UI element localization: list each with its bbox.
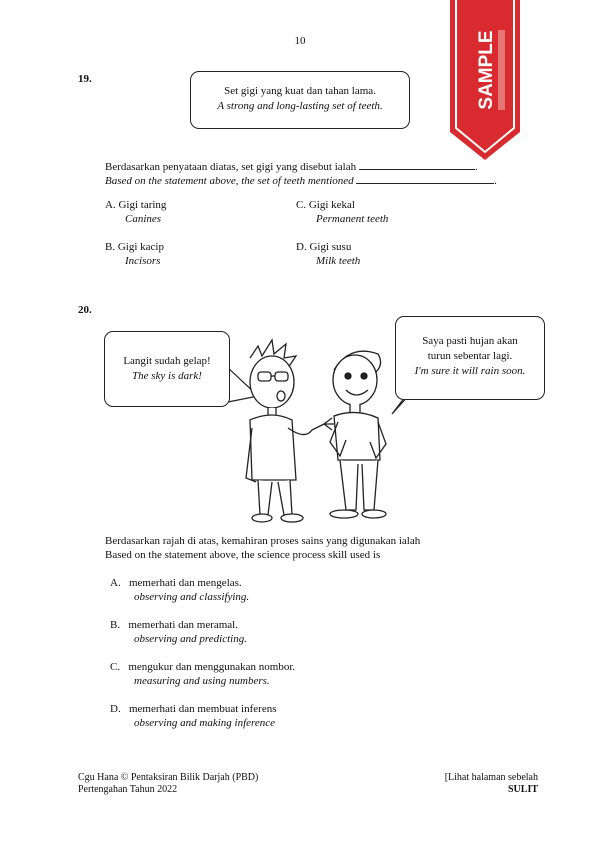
q19-prompt-en: Based on the statement above, the set of teeth mentioned xyxy=(105,175,354,187)
sample-watermark xyxy=(446,0,524,162)
right-boy-figure xyxy=(330,351,386,518)
q19-option-a-ms: Gigi taring xyxy=(118,199,167,211)
q20-option-b-ms: memerhati dan meramal. xyxy=(128,619,238,631)
q20-option-c-ms: mengukur dan menggunakan nombor. xyxy=(128,661,296,673)
q19-option-a-letter: A. xyxy=(105,199,116,211)
q19-statement-box xyxy=(190,71,410,129)
footer-left xyxy=(78,772,258,796)
q19-prompt-en-line: Based on the statement above, the set of teeth mentioned . xyxy=(105,172,497,188)
left-bubble-en: The sky is dark! xyxy=(132,370,202,382)
right-bubble-ms-2: turun sebentar lagi. xyxy=(427,350,513,362)
q19-option-b[interactable] xyxy=(105,240,164,268)
q19-answer-blank xyxy=(359,158,475,170)
left-boy-figure xyxy=(246,340,334,522)
footer-term: Pertengahan Tahun 2022 xyxy=(78,784,178,795)
q20-option-a-letter: A. xyxy=(110,577,121,589)
q19-option-b-en: Incisors xyxy=(125,255,161,267)
left-speech-bubble xyxy=(104,331,230,407)
sample-watermark-text: SAMPLE xyxy=(476,30,497,110)
q19-option-b-letter: B. xyxy=(105,241,116,253)
q20-option-d[interactable] xyxy=(110,702,276,730)
footer-right xyxy=(445,772,538,796)
q20-option-c[interactable] xyxy=(110,660,295,688)
q19-option-c-letter: C. xyxy=(296,199,307,211)
q20-option-c-en: measuring and using numbers. xyxy=(134,675,270,687)
question-19-number: 19. xyxy=(78,73,92,85)
q20-option-a[interactable] xyxy=(110,576,249,604)
right-bubble-en: I'm sure it will rain soon. xyxy=(414,365,526,377)
q20-prompt-en: Based on the statement above, the science process skill used is xyxy=(105,549,381,561)
q19-statement-ms: Set gigi yang kuat dan tahan lama. xyxy=(224,85,376,97)
q19-option-d-en: Milk teeth xyxy=(316,255,361,267)
footer-sulit: SULIT xyxy=(507,784,538,795)
q19-prompt-ms-line: Berdasarkan penyataan diatas, set gigi yang disebut ialah . xyxy=(105,158,478,174)
right-bubble-ms-1: Saya pasti hujan akan xyxy=(422,335,518,347)
q20-option-c-letter: C. xyxy=(110,661,121,673)
q20-option-d-ms: memerhati dan membuat inferens xyxy=(128,703,277,715)
q19-prompt-ms: Berdasarkan penyataan diatas, set gigi yang disebut ialah xyxy=(105,161,357,173)
q20-option-b[interactable] xyxy=(110,618,247,646)
q19-option-d[interactable] xyxy=(296,240,360,268)
q20-option-d-letter: D. xyxy=(110,703,121,715)
q20-option-b-en: observing and predicting. xyxy=(134,633,247,645)
q19-option-c[interactable] xyxy=(296,198,388,226)
q19-option-d-letter: D. xyxy=(296,241,307,253)
q19-statement-en: A strong and long-lasting set of teeth. xyxy=(217,100,383,112)
q20-option-a-ms: memerhati dan mengelas. xyxy=(128,577,242,589)
q20-option-b-letter: B. xyxy=(110,619,121,631)
q20-prompt-ms: Berdasarkan rajah di atas, kemahiran proses sains yang digunakan ialah xyxy=(105,535,421,547)
q19-option-d-ms: Gigi susu xyxy=(309,241,352,253)
question-20-number: 20. xyxy=(78,304,92,316)
footer-copyright: Cgu Hana © Pentaksiran Bilik Darjah (PBD) xyxy=(78,772,259,783)
q19-option-b-ms: Gigi kacip xyxy=(117,241,164,253)
q20-option-a-en: observing and classifying. xyxy=(134,591,250,603)
q19-option-c-ms: Gigi kekal xyxy=(308,199,355,211)
footer-next-page: [Lihat halaman sebelah xyxy=(444,772,538,783)
q19-option-c-en: Permanent teeth xyxy=(316,213,389,225)
q20-option-d-en: observing and making inference xyxy=(134,717,276,729)
q19-option-a[interactable] xyxy=(105,198,166,226)
q19-option-a-en: Canines xyxy=(125,213,162,225)
left-bubble-ms: Langit sudah gelap! xyxy=(123,355,211,367)
page-number: 10 xyxy=(294,35,306,47)
q19-answer-blank-en xyxy=(356,172,494,184)
right-speech-bubble xyxy=(395,316,545,400)
